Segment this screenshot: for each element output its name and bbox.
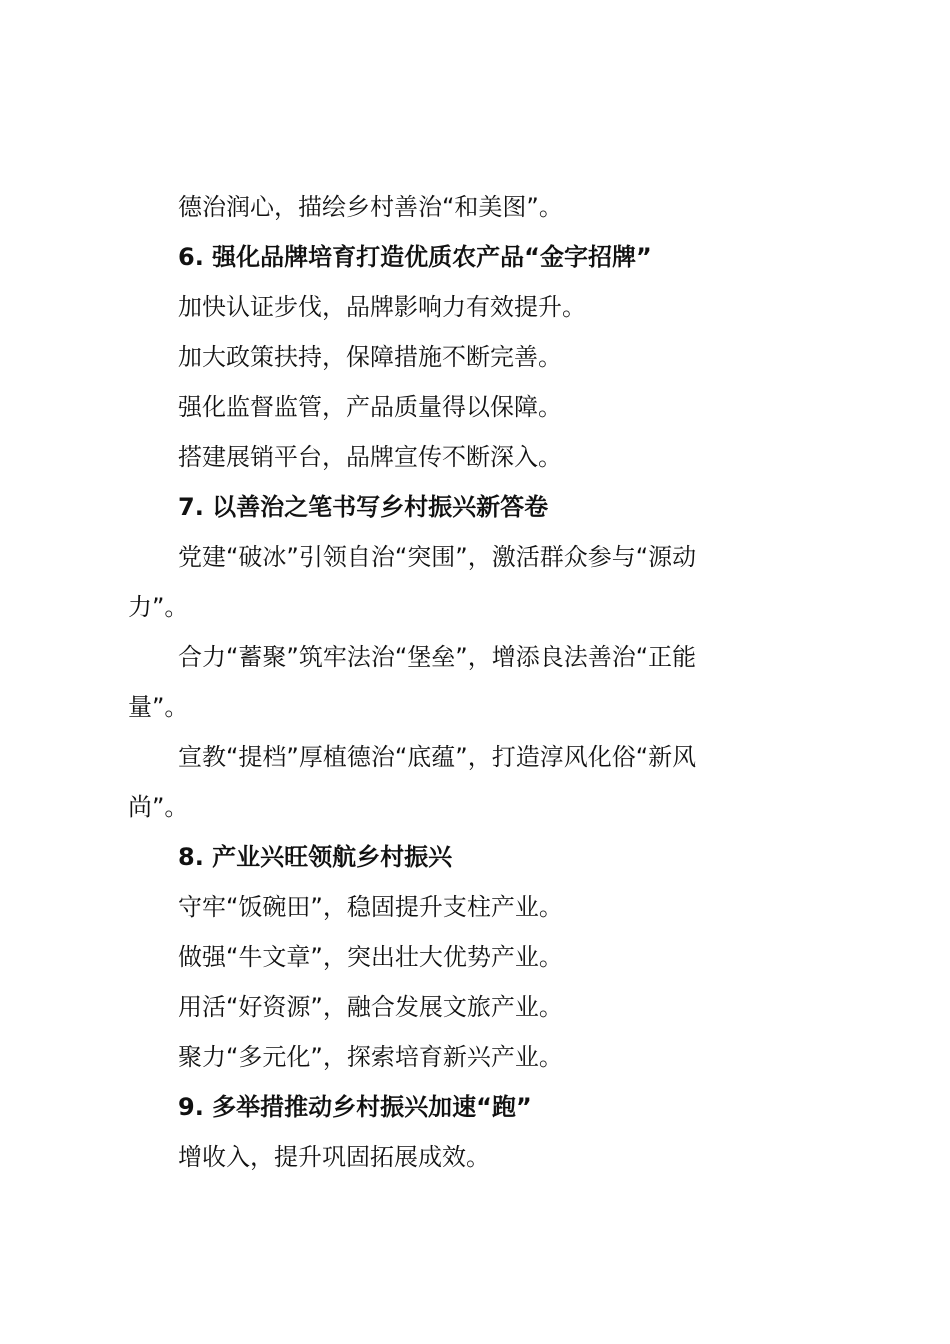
paragraph-line: 聚力“多元化”，探索培育新兴产业。 <box>178 1043 563 1071</box>
paragraph-line: 强化监督监管，产品质量得以保障。 <box>178 393 562 421</box>
paragraph-line: 宣教“提档”厚植德治“底蕴”，打造淳风化俗“新风 <box>178 743 697 771</box>
paragraph-line: 守牢“饭碗田”，稳固提升支柱产业。 <box>178 893 563 921</box>
paragraph-line-continuation: 尚”。 <box>128 793 189 821</box>
paragraph-line: 加大政策扶持，保障措施不断完善。 <box>178 343 562 371</box>
paragraph-line: 做强“牛文章”，突出壮大优势产业。 <box>178 943 563 971</box>
paragraph-line: 搭建展销平台，品牌宣传不断深入。 <box>178 443 562 471</box>
paragraph-line: 增收入，提升巩固拓展成效。 <box>178 1143 490 1171</box>
section-heading-9: 9. 多举措推动乡村振兴加速“跑” <box>178 1093 532 1121</box>
section-heading-6: 6. 强化品牌培育打造优质农产品“金字招牌” <box>178 243 652 271</box>
paragraph-line: 党建“破冰”引领自治“突围”，激活群众参与“源动 <box>178 543 697 571</box>
paragraph-line-continuation: 力”。 <box>128 593 189 621</box>
paragraph-line: 合力“蓄聚”筑牢法治“堡垒”，增添良法善治“正能 <box>178 643 697 671</box>
paragraph-line-continuation: 量”。 <box>128 693 189 721</box>
paragraph-line: 用活“好资源”，融合发展文旅产业。 <box>178 993 563 1021</box>
paragraph-line: 德治润心，描绘乡村善治“和美图”。 <box>178 193 563 221</box>
paragraph-line: 加快认证步伐，品牌影响力有效提升。 <box>178 293 586 321</box>
section-heading-7: 7. 以善治之笔书写乡村振兴新答卷 <box>178 493 549 521</box>
section-heading-8: 8. 产业兴旺领航乡村振兴 <box>178 843 453 871</box>
document-body <box>128 182 833 1182</box>
